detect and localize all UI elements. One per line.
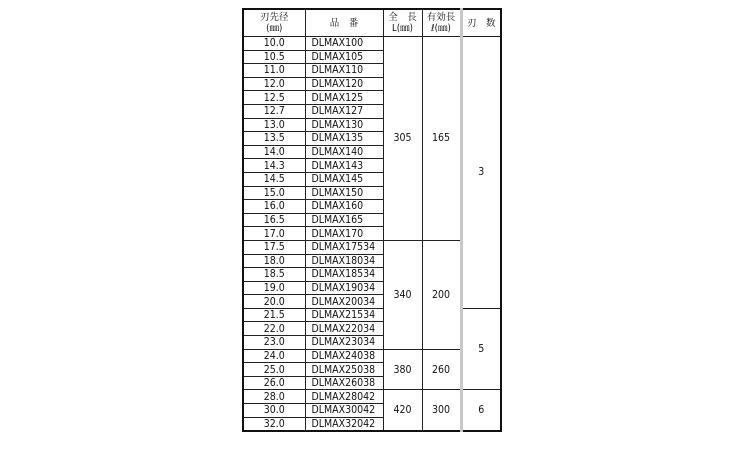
cell-part-no: DLMAX30042 xyxy=(305,404,383,418)
table-row xyxy=(243,390,501,404)
cell-diameter: 13.5 xyxy=(243,132,305,146)
cell-diameter: 19.0 xyxy=(243,281,305,295)
cell-flutes: 6 xyxy=(461,390,501,431)
cell-part-no: DLMAX24038 xyxy=(305,349,383,363)
header-diameter-line1: 刃先径 xyxy=(259,12,289,23)
cell-diameter: 13.0 xyxy=(243,118,305,132)
cell-diameter: 10.0 xyxy=(243,37,305,51)
cell-diameter: 12.0 xyxy=(243,77,305,91)
spec-table xyxy=(242,8,502,432)
cell-overall-length: 305 xyxy=(383,37,422,241)
cell-part-no: DLMAX110 xyxy=(305,64,383,78)
cell-part-no: DLMAX28042 xyxy=(305,390,383,404)
cell-flutes: 3 xyxy=(461,37,501,309)
cell-diameter: 20.0 xyxy=(243,295,305,309)
cell-diameter: 16.5 xyxy=(243,213,305,227)
cell-part-no: DLMAX125 xyxy=(305,91,383,105)
cell-part-no: DLMAX32042 xyxy=(305,417,383,431)
cell-part-no: DLMAX130 xyxy=(305,118,383,132)
cell-part-no: DLMAX105 xyxy=(305,50,383,64)
cell-part-no: DLMAX18034 xyxy=(305,254,383,268)
cell-diameter: 23.0 xyxy=(243,336,305,350)
cell-part-no: DLMAX170 xyxy=(305,227,383,241)
table-row xyxy=(243,37,501,51)
header-diameter xyxy=(243,9,305,37)
cell-diameter: 14.5 xyxy=(243,172,305,186)
header-flutes: 刃 数 xyxy=(461,9,501,37)
header-effective-length xyxy=(422,9,461,37)
cell-part-no: DLMAX100 xyxy=(305,37,383,51)
header-effective-length-line2: ℓ(㎜) xyxy=(431,23,451,34)
cell-part-no: DLMAX26038 xyxy=(305,376,383,390)
cell-diameter: 18.0 xyxy=(243,254,305,268)
cell-diameter: 32.0 xyxy=(243,417,305,431)
cell-part-no: DLMAX150 xyxy=(305,186,383,200)
cell-diameter: 15.0 xyxy=(243,186,305,200)
cell-part-no: DLMAX140 xyxy=(305,145,383,159)
cell-diameter: 26.0 xyxy=(243,376,305,390)
cell-effective-length: 300 xyxy=(422,390,461,431)
cell-diameter: 16.0 xyxy=(243,200,305,214)
cell-diameter: 21.5 xyxy=(243,308,305,322)
cell-part-no: DLMAX120 xyxy=(305,77,383,91)
cell-overall-length: 380 xyxy=(383,349,422,390)
cell-part-no: DLMAX160 xyxy=(305,200,383,214)
cell-part-no: DLMAX127 xyxy=(305,104,383,118)
cell-part-no: DLMAX143 xyxy=(305,159,383,173)
header-overall-length-line1: 全 長 xyxy=(388,12,417,23)
cell-flutes: 5 xyxy=(461,308,501,390)
cell-diameter: 22.0 xyxy=(243,322,305,336)
table-body xyxy=(243,37,501,432)
cell-diameter: 18.5 xyxy=(243,268,305,282)
cell-diameter: 30.0 xyxy=(243,404,305,418)
cell-diameter: 14.0 xyxy=(243,145,305,159)
header-diameter-line2: (㎜) xyxy=(266,23,283,34)
header-row xyxy=(243,9,501,37)
cell-part-no: DLMAX20034 xyxy=(305,295,383,309)
cell-part-no: DLMAX22034 xyxy=(305,322,383,336)
cell-diameter: 12.7 xyxy=(243,104,305,118)
cell-diameter: 10.5 xyxy=(243,50,305,64)
cell-diameter: 25.0 xyxy=(243,363,305,377)
cell-part-no: DLMAX21534 xyxy=(305,308,383,322)
cell-part-no: DLMAX25038 xyxy=(305,363,383,377)
cell-part-no: DLMAX135 xyxy=(305,132,383,146)
cell-part-no: DLMAX23034 xyxy=(305,336,383,350)
cell-effective-length: 260 xyxy=(422,349,461,390)
header-overall-length xyxy=(383,9,422,37)
cell-part-no: DLMAX165 xyxy=(305,213,383,227)
header-overall-length-line2: L(㎜) xyxy=(392,23,413,34)
cell-part-no: DLMAX19034 xyxy=(305,281,383,295)
cell-effective-length: 165 xyxy=(422,37,461,241)
header-effective-length-line1: 有効長 xyxy=(426,12,456,23)
cell-overall-length: 340 xyxy=(383,240,422,349)
cell-part-no: DLMAX17534 xyxy=(305,240,383,254)
cell-part-no: DLMAX18534 xyxy=(305,268,383,282)
table-row xyxy=(243,308,501,322)
cell-effective-length: 200 xyxy=(422,240,461,349)
cell-diameter: 14.3 xyxy=(243,159,305,173)
cell-diameter: 17.0 xyxy=(243,227,305,241)
cell-diameter: 12.5 xyxy=(243,91,305,105)
cell-diameter: 17.5 xyxy=(243,240,305,254)
cell-overall-length: 420 xyxy=(383,390,422,431)
cell-part-no: DLMAX145 xyxy=(305,172,383,186)
cell-diameter: 11.0 xyxy=(243,64,305,78)
cell-diameter: 24.0 xyxy=(243,349,305,363)
cell-diameter: 28.0 xyxy=(243,390,305,404)
header-part-no: 品 番 xyxy=(305,9,383,37)
